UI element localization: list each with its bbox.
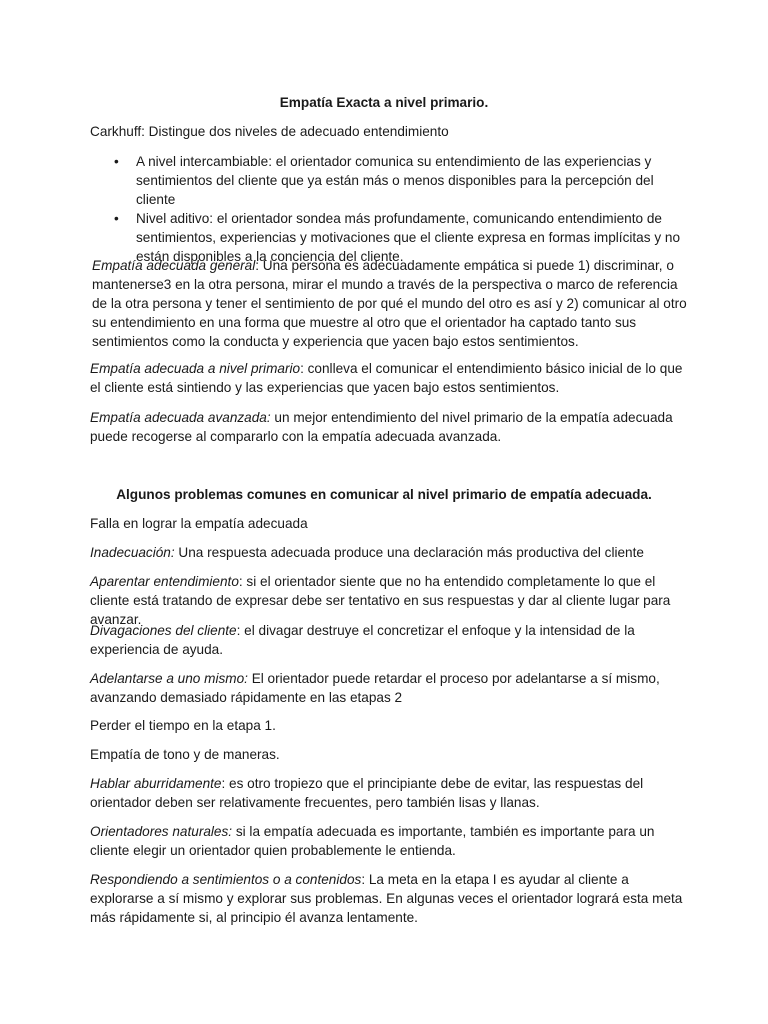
definition: un mejor entendimiento del nivel primario de la empatía adecuada puede recogerse al compararlo con la empatía adecuada avanzada.: [90, 410, 673, 444]
definition: : Una persona es adecuadamente empática si puede 1) discriminar, o mantenerse3 en la otra persona, mirar el mundo a través de la perspectiva o marco de referencia de la otra persona y tener el sentimiento de por qué el mundo del otro es así y 2) comunicar al otro su entendimiento en una forma que muestre al otro que el orientador ha captado tanto sus sentimientos como la conducta y experiencia que yacen bajo estos sentimientos.: [92, 258, 687, 349]
definition: si la empatía adecuada es importante, también es importante para un cliente elegir un orientador quien probablemente le entienda.: [90, 824, 655, 858]
term: Inadecuación:: [90, 545, 175, 560]
term: Empatía adecuada a nivel primario: [90, 361, 301, 376]
bullet-text: Nivel aditivo: el orientador sondea más profundamente, comunicando entendimiento de sentimientos, experiencias y motivaciones que el cliente expresa en formas implícitas y no están disponibles a la conciencia del cliente.: [136, 211, 681, 264]
bullet-icon: •: [114, 211, 119, 226]
document-title: Empatía Exacta a nivel primario.: [279, 95, 489, 110]
section-title: Algunos problemas comunes en comunicar al nivel primario de empatía adecuada.: [116, 487, 652, 502]
paragraph-divagaciones: [90, 621, 690, 659]
term: Aparentar entendimiento: [90, 574, 239, 589]
definition: : La meta en la etapa I es ayudar al cliente a explorarse a sí mismo y explorar sus problemas. En algunas veces el orientador logrará esta meta más rápidamente si, al principio él avanza lentamente.: [90, 872, 683, 925]
paragraph-avanzada: [90, 408, 690, 446]
term: Divagaciones del cliente: [90, 623, 237, 638]
paragraph-respondiendo: [90, 870, 690, 927]
paragraph-adelantarse: [90, 669, 690, 707]
paragraph-inadecuacion: [90, 543, 690, 562]
paragraph-hablar: [90, 774, 690, 812]
term: Orientadores naturales:: [90, 824, 233, 839]
paragraph-primario: [90, 359, 690, 397]
bullet-text: A nivel intercambiable: el orientador comunica su entendimiento de las experiencias y sentimientos del cliente que ya están más o menos disponibles para la percepción del cliente: [136, 154, 654, 207]
definition: : el divagar destruye el concretizar el enfoque y la intensidad de la experiencia de ayuda.: [90, 623, 635, 657]
term: Empatía adecuada general: [92, 258, 256, 273]
intro-paragraph: Carkhuff: Distingue dos niveles de adecuado entendimiento: [90, 124, 449, 139]
definition: El orientador puede retardar el proceso por adelantarse a sí mismo, avanzando demasiado rápidamente en las etapas 2: [90, 671, 660, 705]
paragraph-perder: Perder el tiempo en la etapa 1.: [90, 718, 276, 733]
paragraph-naturales: [90, 822, 690, 860]
term: Respondiendo a sentimientos o a contenidos: [90, 872, 362, 887]
definition: : conlleva el comunicar el entendimiento básico inicial de lo que el cliente está sintiendo y las experiencias que yacen bajo estos sentimientos.: [90, 361, 683, 395]
paragraph-general: [92, 256, 690, 351]
term: Adelantarse a uno mismo:: [90, 671, 248, 686]
definition: : es otro tropiezo que el principiante debe de evitar, las respuestas del orientador deben ser relativamente frecuentes, pero también lisas y llanas.: [90, 776, 644, 810]
levels-bullet-list: [90, 152, 690, 266]
list-item: [90, 152, 690, 209]
bullet-icon: •: [114, 154, 119, 169]
paragraph-tono: Empatía de tono y de maneras.: [90, 747, 280, 762]
definition: : si el orientador siente que no ha entendido completamente lo que el cliente está tratando de expresar debe ser tentativo en sus respuestas y dar al cliente lugar para avanzar.: [90, 574, 671, 627]
definition: Una respuesta adecuada produce una declaración más productiva del cliente: [174, 545, 644, 560]
term: Hablar aburridamente: [90, 776, 222, 791]
paragraph-falla: Falla en lograr la empatía adecuada: [90, 516, 308, 531]
term: Empatía adecuada avanzada:: [90, 410, 271, 425]
